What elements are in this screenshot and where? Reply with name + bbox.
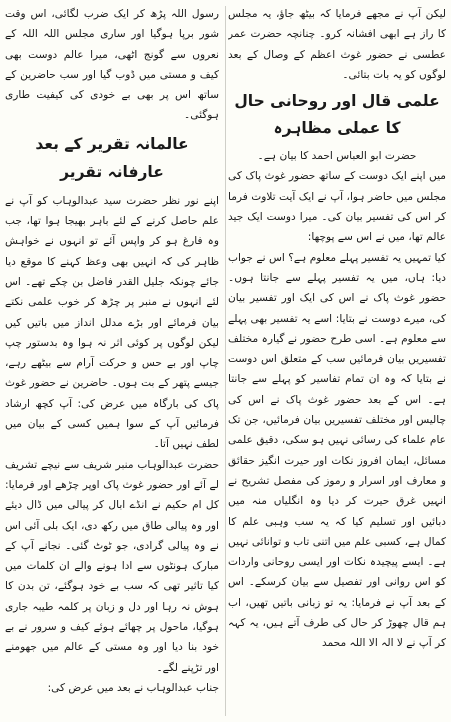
paragraph-tafseer: کیا تمہیں یہ تفسیر پہلے معلوم ہے؟ اس نے جواب دیا: ہاں، میں یہ تفسیر پہلے سے جانتا ہوں۔ حضور غوث پاک نے اس کی ایک اور تفسیر بیان کی، میرے دوست نے بتایا: اسے یہ تفسیر بھی پہلے سے معلوم ہے۔ اسی طرح حضور نے گیارہ مختلف تفسیریں بیان فرمائیں سب کے متعلق اس دوست نے بتایا کہ وہ ان تمام تفاسیر کو پہلے سے جانتا ہے۔ اس کے بعد حضور غوث پاک نے اس کی چالیس اور مختلف تفسیریں بیان فرمائیں، جن تک عام علماء کی رسائی نہیں ہو سکی، دقیق علمی مسائل، ایمان افروز نکات اور حیرت انگیز حقائق و معارف اور اسرار و رموز کی مفصل تشریح نے انہیں غرق حیرت کر دیا وہ انگلیاں منہ میں دبائیں اور تسلیم کیا کہ یہ سب وہبی علم کا کمال ہے، کسبی علم میں اتنی تاب و توانائی نہیں ہے۔ ایسے پیچیدہ نکات اور ایسی روحانی واردات کو اس روانی اور تفصیل سے بیان کرسکے۔ اس کے بعد آپ نے فرمایا: یہ تو زبانی باتیں تھیں، اب ہم قال چھوڑ کر حال کی طرف آتے ہیں، یہ کہہ کر آپ نے لا الہ الا اللہ محمد xyxy=(228,251,446,650)
paragraph-closing: جناب عبدالوہاب نے بعد میں عرض کی: xyxy=(47,681,219,694)
section-heading-ilmi-qal: علمی قال اور روحانی حال کا عملی مظاہرہ xyxy=(234,92,440,138)
column-divider xyxy=(225,6,226,716)
left-column xyxy=(5,4,219,718)
paragraph-intro: لیکن آپ نے مجھے فرمایا کہ بیٹھ جاؤ، یہ مجلس کا راز ہے ابھی افشانہ کرو۔ چنانچہ حضرت عمر عطسی نے حضور غوث اعظم کے وصال کے بعد لوگوں کو یہ بات بتائی۔ xyxy=(228,8,446,81)
right-column xyxy=(228,4,446,718)
paragraph-abdul-wahab: اپنے نور نظر حضرت سید عبدالوہاب کو آپ نے علم حاصل کرنے کے لئے باہر بھیجا ہوا تھا، جب وہ فارغ ہو کر واپس آئے تو انہوں نے خواہش ظاہر کی کہ انہیں بھی وعظ کہنے کا موقع دیا جائے چونکہ جلیل القدر فاضل بن چکے تھے۔ اس لئے انہوں نے منبر پر چڑھ کر خوب علمی نکتے بیان فرمائے اور بڑے مدلل انداز میں باتیں کیں لیکن لوگوں پر کوئی اثر نہ ہوا وہ بدستور چپ چاپ اور بے حس و حرکت آرام سے بیٹھے رہے، جیسے پتھر کے بت ہوں۔ حاضرین نے حضور غوث پاک کی بارگاہ میں عرض کی: آپ کچھ ارشاد فرمائیں آپ کے سوا ہمیں کسی کے بیان میں لطف نہیں آتا۔ xyxy=(5,194,219,451)
paragraph-majlis: میں اپنے ایک دوست کے ساتھ حضور غوث پاک کی مجلس میں حاضر ہوا، آپ نے ایک آیت تلاوت فرما کر اس کی تفسیر بیان کی۔ میرا دوست ایک جید عالم تھا، میں نے اس سے پوچھا: xyxy=(228,170,446,244)
paragraph-minbar: حضرت عبدالوہاب منبر شریف سے نیچے تشریف لے آئے اور حضور غوث پاک اوپر چڑھے اور فرمایا: کل ام حکیم نے انڈے ابال کر پیالی میں ڈال دیئے اور وہ پیالی طاق میں رکھ دی، ایک بلی آئی اس نے وہ پیالی گرادی، جو ٹوٹ گئی۔ نجانے آپ کے مبارک ہونٹوں سے ادا ہونے والے ان کلمات میں کیا تاثیر تھی کہ سب بے خود ہوگئے، تن بدن کا ہوش نہ رہا اور دل و زبان پر کلمہ طیبہ جاری ہوگیا، ماحول پر چھائے ہوئے کیف و سرور نے بے خود بنا دیا اور وہ مستی کے عالم میں جھومنے اور تڑپنے لگے۔ xyxy=(5,458,219,674)
section-heading-aalimana-taqreer: عالمانہ تقریر کے بعد عارفانہ تقریر xyxy=(35,134,189,181)
paragraph-zarb: رسول اللہ پڑھ کر ایک ضرب لگائی، اس وقت شور برپا ہوگیا اور ساری مجلس اللہ اللہ کے نعروں سے گونج اٹھی، میرا عالم دوست بھی کیف و مستی میں ڈوب گیا اور سب حاضرین کے ساتھ اس پر بھی بے خودی کی کیفیت طاری ہوگئی۔ xyxy=(5,8,219,122)
narrator-byline: حضرت ابو العباس احمد کا بیان ہے۔ xyxy=(257,150,417,163)
